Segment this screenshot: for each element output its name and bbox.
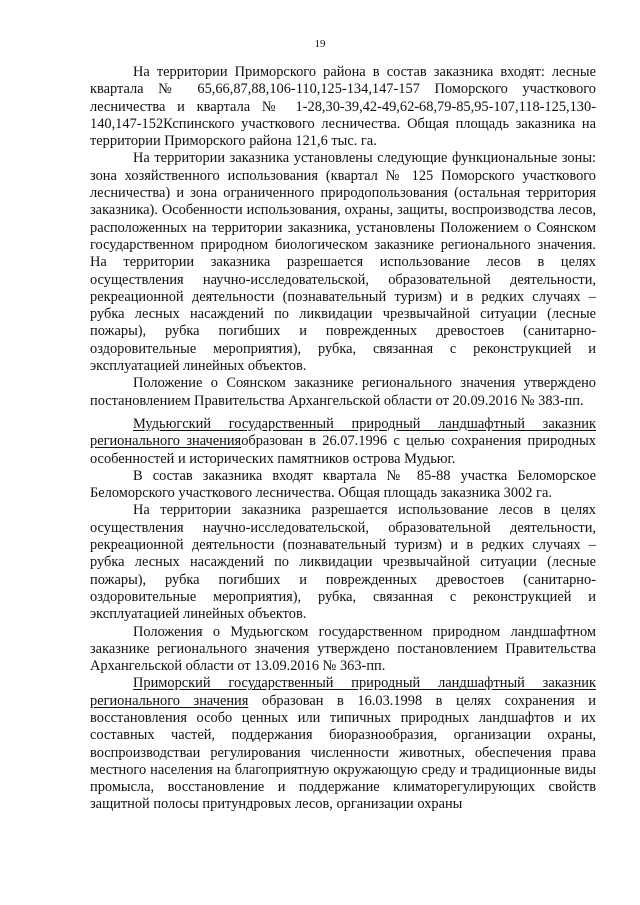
paragraph-primorsky-reserve (90, 675, 596, 813)
reserve-name-primorsky: Приморский государственный природный ландшафтный заказник регионального значения (90, 675, 596, 709)
reserve-name-mudyug: Мудьюгский государственный природный ландшафтный заказник регионального значения (90, 415, 596, 450)
paragraph-mudyug-reserve (90, 416, 596, 468)
paragraph-mudyug-composition: В состав заказника входят квартала № 85-88 участка Беломорское Беломорского участкового лесничества. Общая площадь заказника 3002 га. (90, 467, 596, 502)
paragraph-mudyug-regulation: Положения о Мудьюгском государственном природном ландшафтном заказнике регионального значения утверждено постановлением Правительства Архангельской области от 13.09.2016 № 363-пп. (90, 623, 596, 675)
body-text (90, 64, 596, 814)
paragraph-primorsky-territory: На территории Приморского района в состав заказника входят: лесные квартала № 65,66,87,88,106-110,125-134,147-157 Поморского участкового лесничества и квартала № 1-28,30-39,42-49,62-68,79-85,95-107,118-125,130-140,147-152Кспинского участкового лесничества. Общая площадь заказника на территории Приморского района 121,6 тыс. га. (90, 64, 596, 150)
page-number: 19 (314, 38, 326, 50)
paragraph-functional-zones: На территории заказника установлены следующие функциональные зоны: зона хозяйственного использования (квартал № 125 Поморского участкового лесничества) и зона ограниченного природопользования (остальная территория заказника). Особенности использования, охраны, защиты, воспроизводства лесов, расположенных на территории заказника, установлены Положением о Соянском государственном природном биологическом заказнике регионального значения. На территории заказника разрешается использование лесов в целях осуществления научно-исследовательской, образовательной деятельности, рекреационной деятельности (познавательный туризм) и в редких случаях – рубка лесных насаждений по ликвидации чрезвычайной ситуации (лесные пожары), рубка погибших и поврежденных древостоев (санитарно-оздоровительные мероприятия), рубка, связанная с реконструкцией и эксплуатацией линейных объектов. (90, 150, 596, 375)
paragraph-text: образован в 26.07.1996 с целью сохранения природных особенностей и исторических памятников острова Мудьюг. (90, 433, 596, 467)
paragraph-soyansky-regulation: Положение о Соянском заказнике регионального значения утверждено постановлением Правительства Архангельской области от 20.09.2016 № 383-пп. (90, 375, 596, 409)
paragraph-mudyug-permitted-use: На территории заказника разрешается использование лесов в целях осуществления научно-исследовательской, образовательной деятельности, рекреационной деятельности (познавательный туризм) и в редких случаях – рубка лесных насаждений по ликвидации чрезвычайной ситуации (лесные пожары), рубка погибших и поврежденных древостоев (санитарно-оздоровительные мероприятия), рубка, связанная с реконструкцией и эксплуатацией линейных объектов. (90, 502, 596, 623)
paragraph-text: образован в 16.03.1998 в целях сохранения и восстановления особо ценных или типичных природных ландшафтов и их составных частей, поддержания биоразнообразия, организации охраны, воспроизводстваи регулирования численности животных, обеспечения права местного населения на благоприятную окружающую среду и традиционные виды промысла, восстановление и поддержание климаторегулирующих свойств защитной полосы притундровых лесов, организации охраны (90, 692, 596, 813)
